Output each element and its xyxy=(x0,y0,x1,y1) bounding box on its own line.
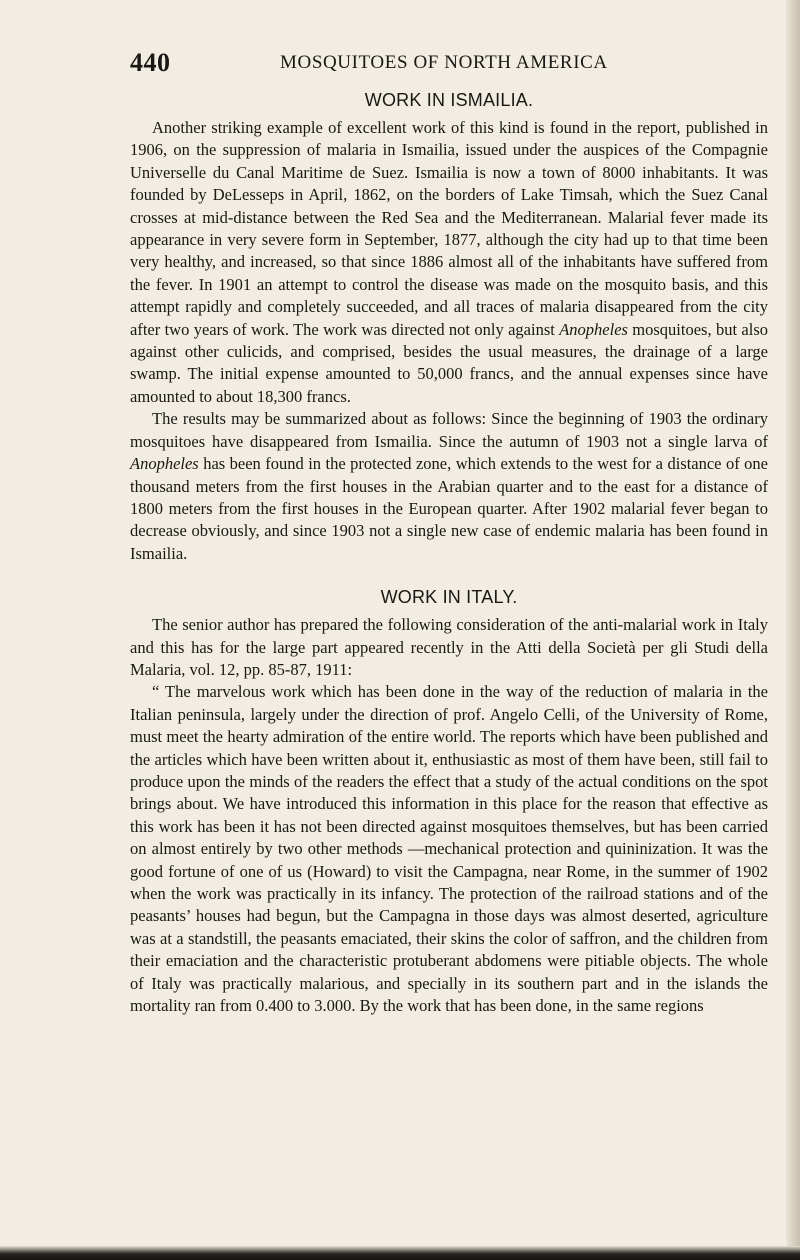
paragraph-text: The senior author has prepared the following consideration of the anti-malarial work in Italy and this has for the large part appeared recently in the Atti della Società per gli Studi della Malaria, vol. 12, pp. 85-87, 1911: xyxy=(130,615,768,679)
page-number: 440 xyxy=(130,48,171,77)
paragraph-ismailia-1 xyxy=(130,117,768,408)
paragraph-text: has been found in the protected zone, which extends to the west for a distance of one thousand meters from the first houses in the Arabian quarter and to the east for a distance of 1800 meters from the first houses in the European quarter. After 1902 malarial fever began to decrease obviously, and since 1903 not a single new case of endemic malaria has been found in Ismailia. xyxy=(130,454,768,563)
section-heading-italy: WORK IN ITALY. xyxy=(380,587,518,608)
paragraph-text: “ The marvelous work which has been done in the way of the reduction of malaria in the Italian peninsula, largely under the direction of prof. Angelo Celli, of the University of Rome, must meet the hearty admiration of the entire world. The reports which have been published and the articles which have been written about it, enthusiastic as most of them have been, still fail to produce upon the minds of the readers the effect that a study of the actual conditions on the spot brings about. We have introduced this information in this place for the reason that effective as this work has been it has not been directed against mosquitoes themselves, but has been carried on almost entirely by two other methods —mechanical protection and quininization. It was the good fortune of one of us (Howard) to visit the Campagna, near Rome, in the summer of 1902 when the work was practically in its infancy. The protection of the railroad stations and of the peasants’ houses had begun, but the Campagna in those days was almost deserted, agriculture was at a standstill, the peasants emaciated, their skins the color of saffron, and the children from their emaciation and the characteristic protuberant abdomens were pitiable objects. The whole of Italy was practically malarious, and specially in its southern part and in the islands the mortality ran from 0.400 to 3.000. By the work that has been done, in the same regions xyxy=(130,682,768,1016)
italic-term-anopheles: Anopheles xyxy=(130,454,199,474)
paragraph-text: The results may be summarized about as follows: Since the beginning of 1903 the ordinary mosquitoes have disappeared from Ismailia. Since the autumn of 1903 not a single larva of xyxy=(130,409,768,451)
section-heading-ismailia: WORK IN ISMAILIA. xyxy=(364,90,534,110)
paragraph-text: Another striking example of excellent work of this kind is found in the report, published in 1906, on the suppression of malaria in Ismailia, issued under the auspices of the Compagnie Universelle du Canal Maritime de Suez. Ismailia is now a town of 8000 inhabitants. It was founded by DeLesseps in April, 1862, on the borders of Lake Timsah, which the Suez Canal crosses at mid-distance between the Red Sea and the Mediterranean. Malarial fever made its appearance in very severe form in September, 1877, although the city had up to that time been very healthy, and increased, so that since 1886 almost all of the inhabitants have suffered from the fever. In 1901 an attempt to control the disease was made on the mosquito basis, and this attempt rapidly and completely succeeded, and all traces of malaria disappeared from the city after two years of work. The work was directed not only against xyxy=(130,118,768,339)
page-edge-shadow xyxy=(786,0,800,1260)
paragraph-ismailia-2 xyxy=(130,408,768,565)
running-head xyxy=(130,48,770,82)
running-title: MOSQUITOES OF NORTH AMERICA xyxy=(280,52,608,73)
bottom-edge-shadow xyxy=(0,1246,800,1260)
paragraph-text: mosquitoes, but also against other culicids, and comprised, besides the usual measures, the drainage of a large swamp. The initial expense amounted to 50,000 francs, and the annual expenses since have amounted to about 18,300 francs. xyxy=(130,319,768,406)
paragraph-italy-2 xyxy=(130,681,768,1017)
paragraph-italy-1 xyxy=(130,614,768,681)
italic-term-anopheles: Anopheles xyxy=(559,319,628,339)
page-body xyxy=(130,88,768,1017)
